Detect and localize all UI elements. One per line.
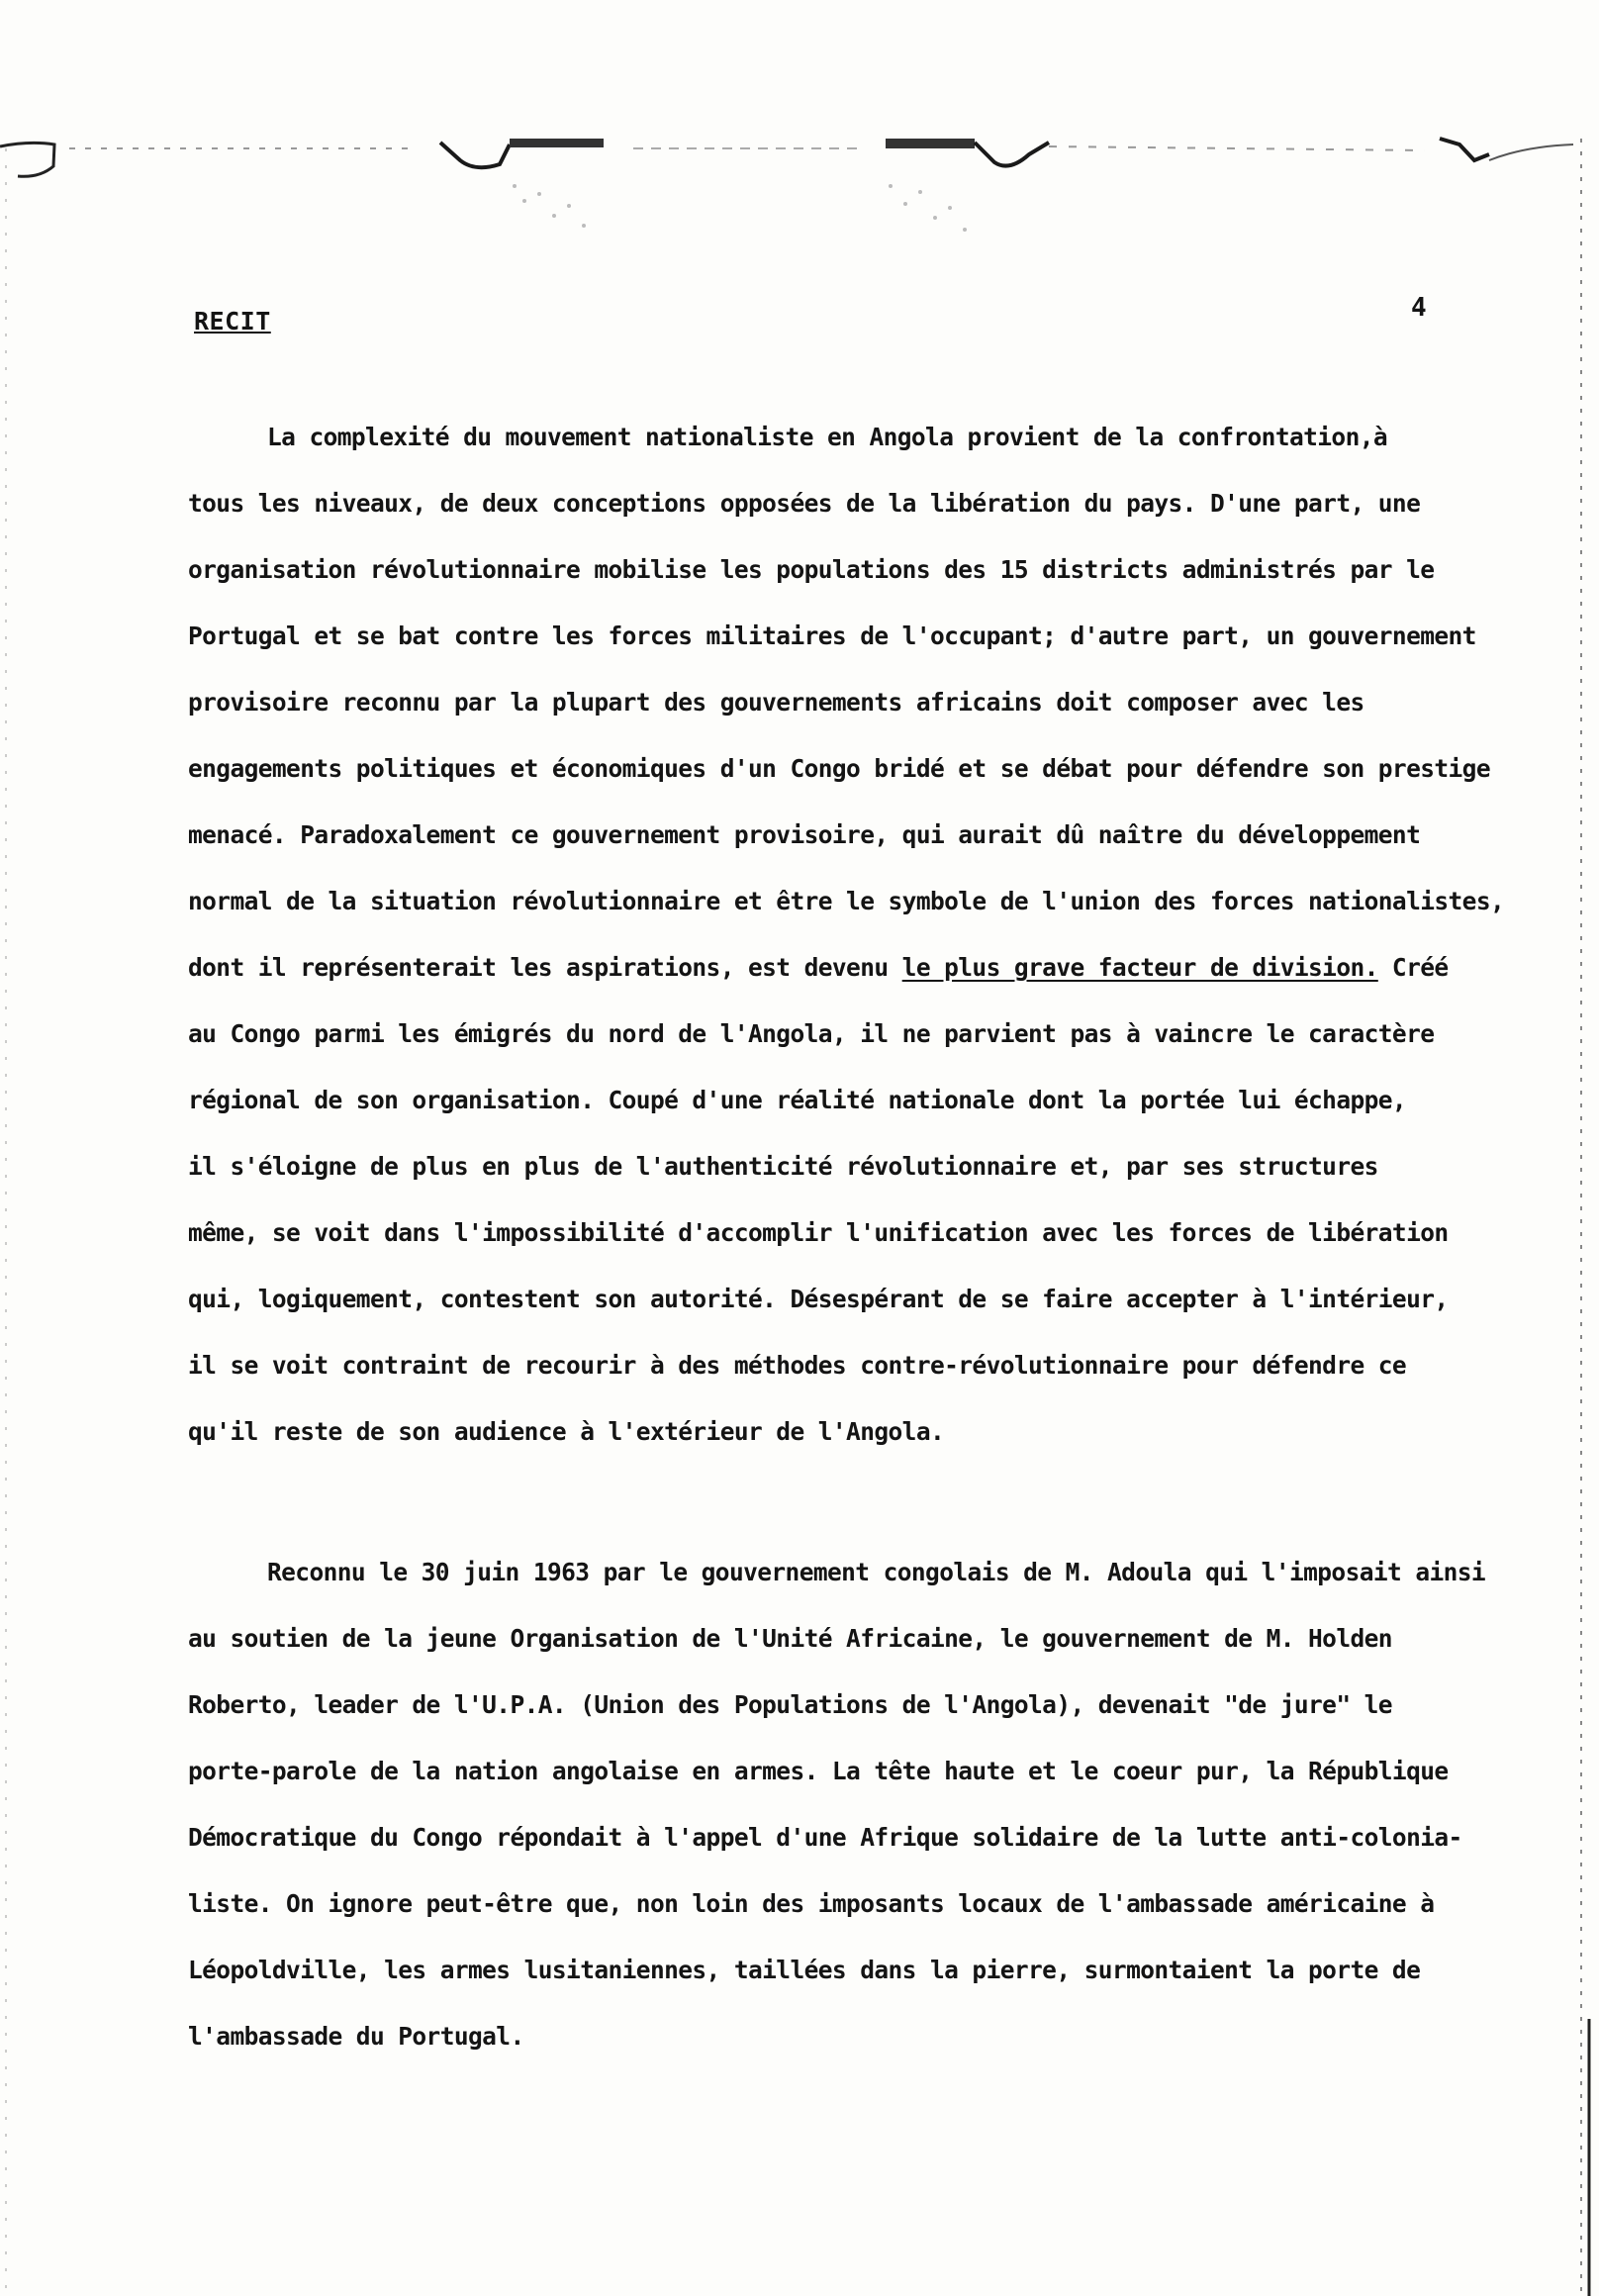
page-number: 4 [1411,293,1427,323]
text-line: au Congo parmi les émigrés du nord de l'Angola, il ne parvient pas à vaincre le caractère [188,1019,1435,1048]
text-line: régional de son organisation. Coupé d'une réalité nationale dont la portée lui échappe, [188,1086,1407,1114]
text-line: menacé. Paradoxalement ce gouvernement provisoire, qui aurait dû naître du développement [188,820,1421,849]
text-line: liste. On ignore peut-être que, non loin des imposants locaux de l'ambassade américaine à [188,1889,1435,1918]
text-line: Portugal et se bat contre les forces militaires de l'occupant; d'autre part, un gouvernement [188,622,1476,650]
scan-margin-artifact-left [0,148,20,2296]
text-line: Roberto, leader de l'U.P.A. (Union des Populations de l'Angola), devenait "de jure" le [188,1690,1392,1719]
underlined-phrase: le plus grave facteur de division. [901,953,1378,982]
text-line: il s'éloigne de plus en plus de l'authenticité révolutionnaire et, par ses structures [188,1152,1378,1181]
text-line: engagements politiques et économiques d'un Congo bridé et se débat pour défendre son prestige [188,754,1490,783]
text-line: même, se voit dans l'impossibilité d'accomplir l'unification avec les forces de libération [188,1218,1449,1247]
scan-edge-artifact [0,127,1599,275]
text-line: Reconnu le 30 juin 1963 par le gouvernement congolais de M. Adoula qui l'imposait ainsi [267,1558,1486,1586]
paragraph-2 [188,1539,1544,2069]
text-line: tous les niveaux, de deux conceptions opposées de la libération du pays. D'une part, une [188,489,1421,518]
text-line: il se voit contraint de recourir à des méthodes contre-révolutionnaire pour défendre ce [188,1351,1407,1380]
text-line: organisation révolutionnaire mobilise les populations des 15 districts administrés par le [188,555,1435,584]
text-line: qui, logiquement, contestent son autorité. Désespérant de se faire accepter à l'intérieur, [188,1285,1449,1313]
text-line: qu'il reste de son audience à l'extérieur de l'Angola. [188,1417,945,1446]
text-line: normal de la situation révolutionnaire et être le symbole de l'union des forces nationalistes, [188,887,1505,915]
text-line: Léopoldville, les armes lusitaniennes, taillées dans la pierre, surmontaient la porte de [188,1956,1421,1984]
text-line-with-underline [188,934,1544,1001]
text-segment: Créé [1377,953,1449,982]
text-line: l'ambassade du Portugal. [188,2022,524,2051]
text-line: La complexité du mouvement nationaliste en Angola provient de la confrontation,à [267,423,1388,451]
text-line: Démocratique du Congo répondait à l'appel d'une Afrique solidaire de la lutte anti-colonia- [188,1823,1462,1852]
section-heading: RECIT [194,307,271,335]
text-segment: dont il représenterait les aspirations, est devenu [188,953,902,982]
scan-margin-artifact [1565,139,1599,2296]
text-line: au soutien de la jeune Organisation de l'Unité Africaine, le gouvernement de M. Holden [188,1624,1392,1653]
text-line: provisoire reconnu par la plupart des gouvernements africains doit composer avec les [188,688,1364,717]
text-line: porte-parole de la nation angolaise en armes. La tête haute et le coeur pur, la République [188,1757,1449,1785]
paragraph-1 [188,404,1544,1465]
